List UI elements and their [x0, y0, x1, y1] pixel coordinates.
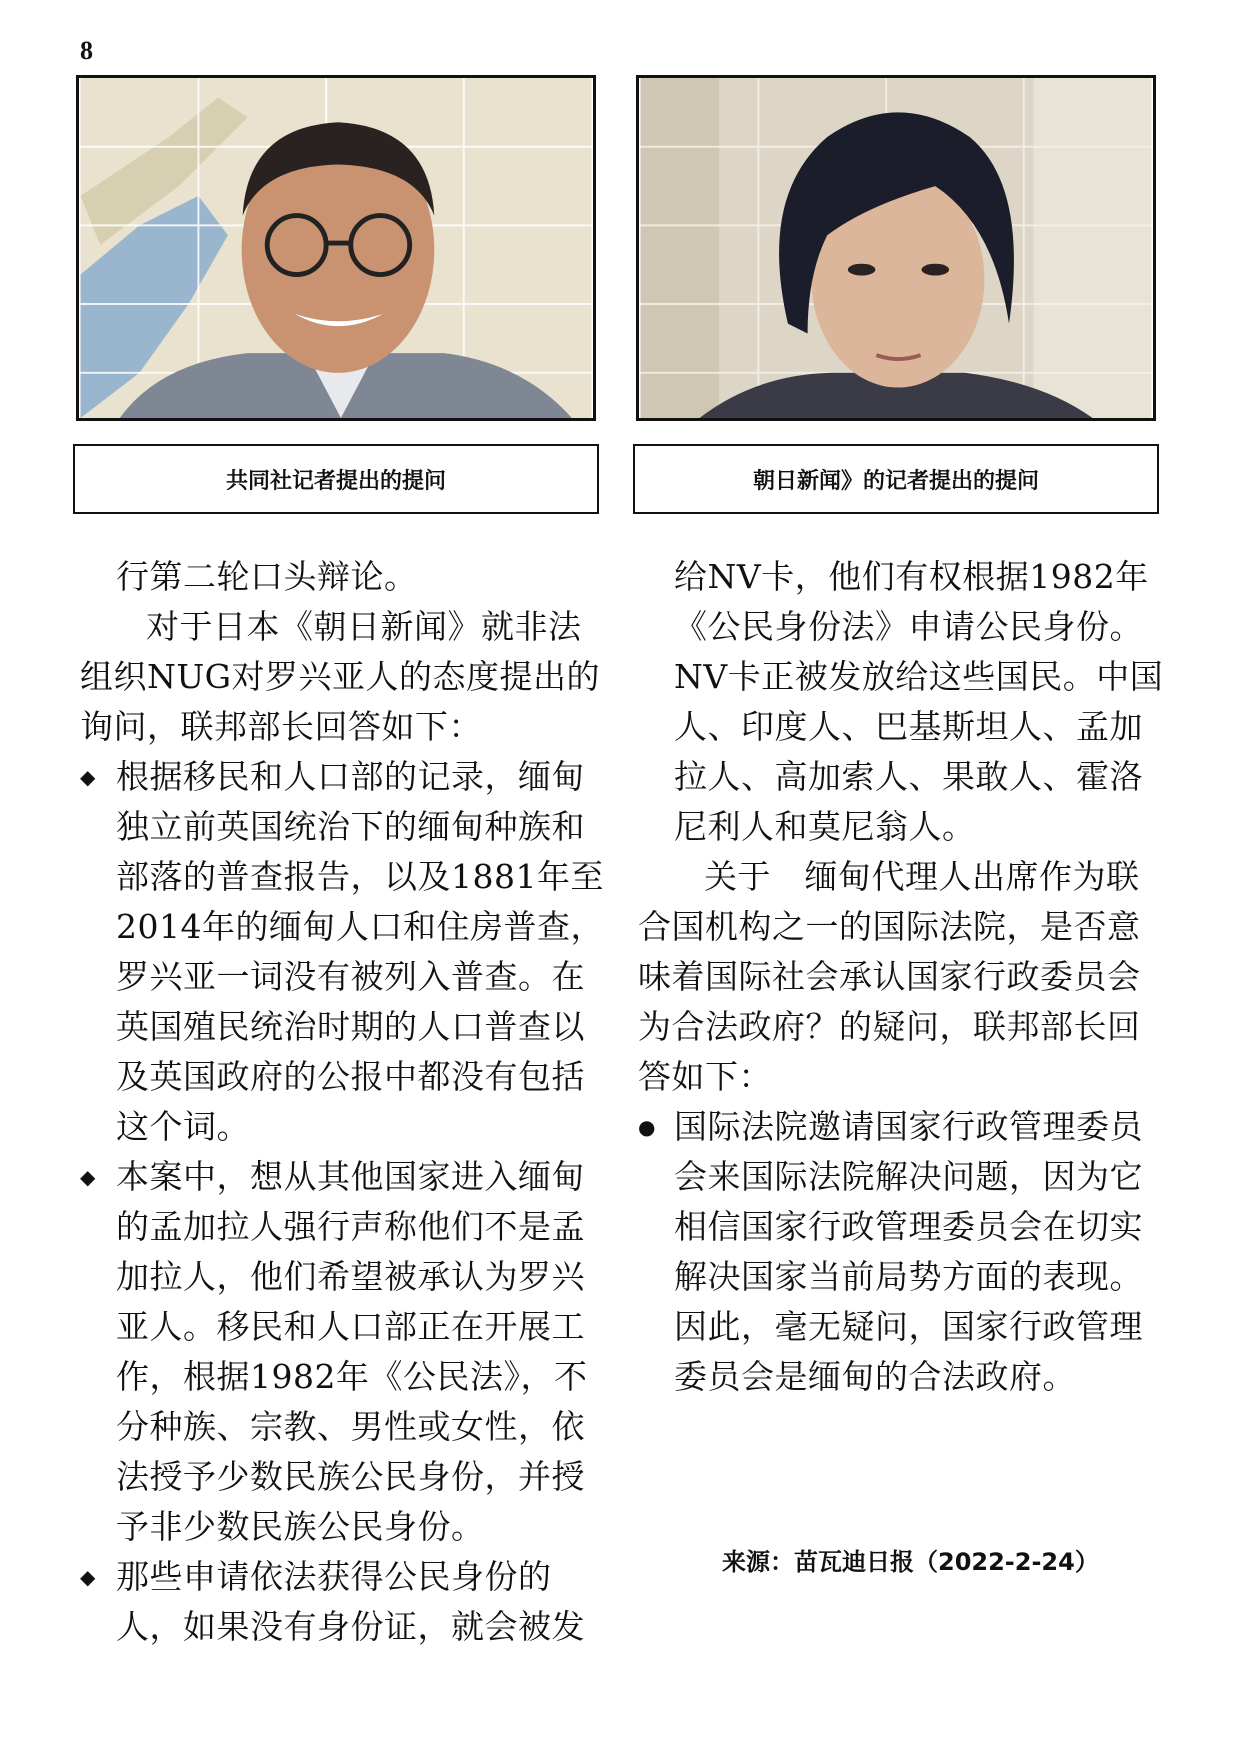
- man-with-glasses-photo: [79, 78, 593, 418]
- continuation-text: 给NV卡，他们有权根据1982年《公民身份法》申请公民身份。NV卡正被发放给这些国民。中国人、印度人、巴基斯坦人、孟加拉人、高加索人、果敢人、霍洛尼利人和莫尼翁人。: [674, 557, 1164, 846]
- photo-kyodo-reporter: [76, 75, 596, 421]
- bullet-text: 本案中，想从其他国家进入缅甸的孟加拉人强行声称他们不是孟加拉人，他们希望被承认为罗兴亚人。移民和人口部正在开展工作，根据1982年《公民法》，不分种族、宗教、男性或女性，依法授予少数民族公民身份，并授予非少数民族公民身份。: [116, 1157, 588, 1546]
- source-credit: 来源：苗瓦迪日报（2022-2-24）: [722, 1548, 1099, 1576]
- bullet-text: 根据移民和人口部的记录，缅甸独立前英国统治下的缅甸种族和部落的普查报告，以及1881年至2014年的缅甸人口和住房普查，罗兴亚一词没有被列入普查。在英国殖民统治时期的人口普查以及英国政府的公报中都没有包括这个词。: [116, 757, 604, 1146]
- photo-caption: 朝日新闻》的记者提出的提问: [633, 444, 1159, 514]
- left-column: [80, 552, 610, 1652]
- bullet-text: 那些申请依法获得公民身份的人，如果没有身份证，就会被发: [116, 1557, 585, 1646]
- list-item: [80, 752, 610, 1152]
- bullet-text: 国际法院邀请国家行政管理委员会来国际法院解决问题，因为它相信国家行政管理委员会在切实解决国家当前局势方面的表现。因此，毫无疑问，国家行政管理委员会是缅甸的合法政府。: [674, 1107, 1143, 1396]
- diamond-bullet-icon: ◆: [80, 1565, 96, 1589]
- list-item: [638, 1102, 1168, 1402]
- intro-paragraph: 对于日本《朝日新闻》就非法组织NUG对罗兴亚人的态度提出的询问，联邦部长回答如下：: [80, 607, 601, 746]
- right-column: [638, 552, 1168, 1402]
- woman-photo: [639, 78, 1153, 418]
- dot-bullet-icon: ●: [638, 1115, 656, 1139]
- photo-asahi-reporter: [636, 75, 1156, 421]
- photo-caption: 共同社记者提出的提问: [73, 444, 599, 514]
- list-item: [80, 1552, 610, 1652]
- diamond-bullet-icon: ◆: [80, 1165, 96, 1189]
- list-item: [80, 1152, 610, 1552]
- intro-paragraph: 关于 缅甸代理人出席作为联合国机构之一的国际法院，是否意味着国际社会承认国家行政委员会为合法政府？的疑问，联邦部长回答如下：: [638, 857, 1141, 1096]
- diamond-bullet-icon: ◆: [80, 765, 96, 789]
- continuation-text: 行第二轮口头辩论。: [116, 557, 418, 596]
- page-number: 8: [80, 36, 93, 65]
